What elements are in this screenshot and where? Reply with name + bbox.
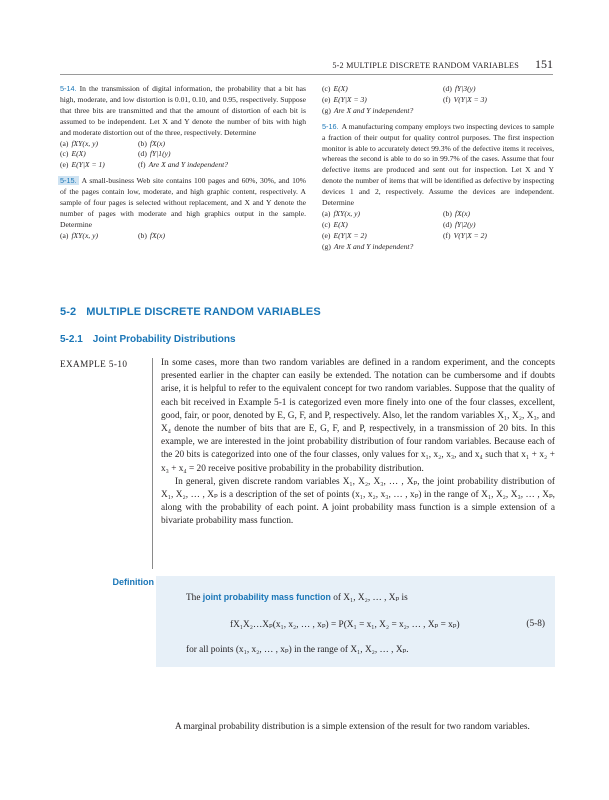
part-label: (d): [443, 219, 452, 229]
part-text: fX(x): [454, 208, 471, 218]
part-text: V(Y|X = 2): [453, 230, 487, 240]
part-label: (c): [322, 84, 331, 93]
equation-number: (5-8): [526, 619, 545, 629]
exercise-part: [443, 95, 554, 106]
exercise-part: [322, 209, 433, 220]
example-body: [161, 357, 555, 529]
example-paragraph: In general, given discrete random variables X₁, X₂, X₃, … , Xₚ, the joint probability distribution of X₁, X₂, … , Xₚ is a description of the set of points (x₁, x₂, x₃, … , xₚ) in the range of X₁, X₂, X₃, … , Xₚ, along with the probability of each point. A joint probability mass function is a simple extension of a bivariate probability mass function.: [161, 476, 555, 527]
part-label: (c): [60, 149, 69, 159]
running-head-rule: [60, 74, 553, 75]
part-text: Are X and Y independent?: [333, 241, 414, 251]
subsection-title: Joint Probability Distributions: [92, 334, 236, 345]
exercise-part: [443, 209, 554, 220]
section-heading: [60, 306, 321, 318]
exercise-statement: [60, 176, 306, 231]
exercise-number: 5-15.: [60, 176, 77, 186]
exercise-text: A small-business Web site contains 100 pages and 60%, 30%, and 10% of the pages contain low, moderate, and high graphic content, respectively. A sample of four pages is selected without replacement, and X and Y denote the number of pages with moderate and high graphics output in the sample. Determine: [60, 176, 306, 229]
definition-label: Definition: [112, 577, 154, 587]
part-text: E(X): [333, 219, 348, 229]
exercise-block: [60, 84, 306, 171]
section-number: 5-2: [60, 306, 77, 318]
exercise-part: [138, 231, 306, 242]
definition-formula: fX₁X₂…Xₚ(x₁, x₂, … , xₚ) = P(X₁ = x₁, X₂ = x₂, … , Xₚ = xₚ): [230, 620, 460, 630]
part-text: fXY(x, y): [71, 138, 99, 148]
exercise-text: In the transmission of digital information, the probability that a bit has high, moderate, and low distortion is 0.01, 0.10, and 0.95, respectively. Suppose that three bits are transmitted and that the amount of distortion of each bit is assumed to be independent. Let X and Y denote the number of bits with high and moderate distortion out of the three, respectively. Determine: [60, 84, 306, 137]
part-label: (f): [443, 94, 451, 104]
page-number: 151: [535, 57, 553, 71]
exercise-part: [443, 231, 554, 242]
part-label: (d): [443, 84, 452, 93]
closing-paragraph: [161, 721, 555, 734]
example-divider: [152, 358, 153, 569]
exercise-part: [322, 95, 433, 106]
exercise-column-left: [60, 84, 306, 247]
definition-suffix: of X₁, X₂, … , Xₚ is: [333, 593, 408, 603]
part-label: (f): [443, 230, 451, 240]
part-text: fX(x): [149, 138, 166, 148]
exercise-part: [322, 220, 433, 231]
part-text: V(Y|X = 3): [453, 94, 487, 104]
exercise-block: [322, 84, 554, 117]
part-label: (e): [60, 160, 69, 170]
exercise-part: [322, 84, 433, 95]
part-label: (d): [138, 149, 147, 159]
part-text: E(X): [333, 84, 348, 93]
part-text: Are X and Y independent?: [148, 160, 229, 170]
part-text: E(Y|X = 1): [71, 160, 105, 170]
part-text: fX(x): [149, 230, 166, 240]
exercise-part: [60, 160, 128, 171]
section-title: MULTIPLE DISCRETE RANDOM VARIABLES: [86, 306, 321, 318]
exercise-number: 5-14.: [60, 84, 77, 93]
exercise-parts: [60, 231, 306, 242]
exercise-part: [443, 84, 554, 95]
exercise-parts: [322, 209, 554, 253]
exercise-part: [60, 139, 128, 150]
part-text: fXY(x, y): [333, 208, 361, 218]
part-label: (a): [60, 230, 69, 240]
exercise-block: [322, 122, 554, 253]
definition-term: joint probability mass function: [202, 592, 331, 602]
part-label: (g): [322, 241, 331, 251]
part-label: (b): [138, 138, 147, 148]
example-paragraph: In some cases, more than two random variables are defined in a random experiment, and the concepts presented earlier in the chapter can easily be extended. The notation can be cumbersome and if doubts arise, it is helpful to refer to the equivalent concept for two random variables. Suppose that the quality of each bit received in Example 5-1 is categorized even more finely into one of the four classes, excellent, good, fair, or poor, denoted by E, G, F, and P, respectively. Also, let the random variables X₁, X₂, X₃, and X₄ denote the number of bits that are E, G, F, and P, respectively, in a transmission of 20 bits. In this example, we are interested in the joint probability distribution of four random variables. Because each of the 20 bits is categorized into one of the four classes, only values for x₁, x₂, x₃, and x₄ such that x₁ + x₂ + x₃ + x₄ = 20 receive positive probability in the probability distribution.: [161, 358, 555, 474]
exercise-part: [443, 220, 554, 231]
part-text: fY|3(y): [454, 84, 476, 93]
part-text: E(X): [71, 149, 86, 159]
exercise-part: [138, 139, 306, 150]
exercise-part: [322, 106, 433, 117]
part-label: (b): [138, 230, 147, 240]
exercise-statement: [60, 84, 306, 139]
part-label: (b): [443, 208, 452, 218]
exercise-part: [322, 231, 433, 242]
closing-text: A marginal probability distribution is a simple extension of the result for two random variables.: [175, 722, 530, 732]
exercise-text: A manufacturing company employs two inspecting devices to sample a fraction of their output for quality control purposes. The first inspection monitor is able to accurately detect 99.3% of the defective items it receives, whereas the second is able to do so in 99.7% of the cases. Assume that four defective items are produced and sent out for inspection. Let X and Y denote the number of items that will be identified as defective by inspecting devices 1 and 2, respectively. Assume the devices are independent. Determine: [322, 121, 554, 208]
running-head-title: 5-2 MULTIPLE DISCRETE RANDOM VARIABLES: [332, 61, 519, 70]
part-label: (a): [322, 208, 331, 218]
part-label: (e): [322, 94, 331, 104]
part-text: E(Y|X = 2): [333, 230, 367, 240]
part-text: E(Y|X = 3): [333, 94, 367, 104]
subsection-number: 5-2.1: [60, 334, 83, 345]
definition-line-1: [186, 592, 408, 603]
definition-box: [156, 576, 555, 667]
exercise-part: [322, 242, 433, 253]
exercise-column-right: [322, 84, 554, 258]
exercise-part: [138, 149, 306, 160]
part-label: (f): [138, 160, 146, 170]
exercise-part: [60, 231, 128, 242]
part-label: (c): [322, 219, 331, 229]
exercise-statement: [322, 122, 554, 209]
exercise-block: [60, 176, 306, 241]
subsection-heading: [60, 334, 236, 345]
example-label: EXAMPLE 5-10: [60, 359, 128, 369]
part-text: Are X and Y independent?: [333, 105, 414, 115]
part-label: (g): [322, 105, 331, 115]
definition-prefix: The: [186, 593, 201, 603]
running-head: [60, 57, 553, 71]
exercise-parts: [60, 139, 306, 172]
exercise-part: [138, 160, 306, 171]
exercise-parts: [322, 84, 554, 117]
part-text: fY|2(y): [454, 219, 476, 229]
part-label: (a): [60, 138, 69, 148]
part-text: fY|1(y): [149, 149, 171, 159]
part-text: fXY(x, y): [71, 230, 99, 240]
exercise-part: [60, 149, 128, 160]
part-label: (e): [322, 230, 331, 240]
exercise-number: 5-16.: [322, 121, 339, 131]
definition-line-3: for all points (x₁, x₂, … , xₚ) in the range of X₁, X₂, … , Xₚ.: [186, 645, 409, 655]
